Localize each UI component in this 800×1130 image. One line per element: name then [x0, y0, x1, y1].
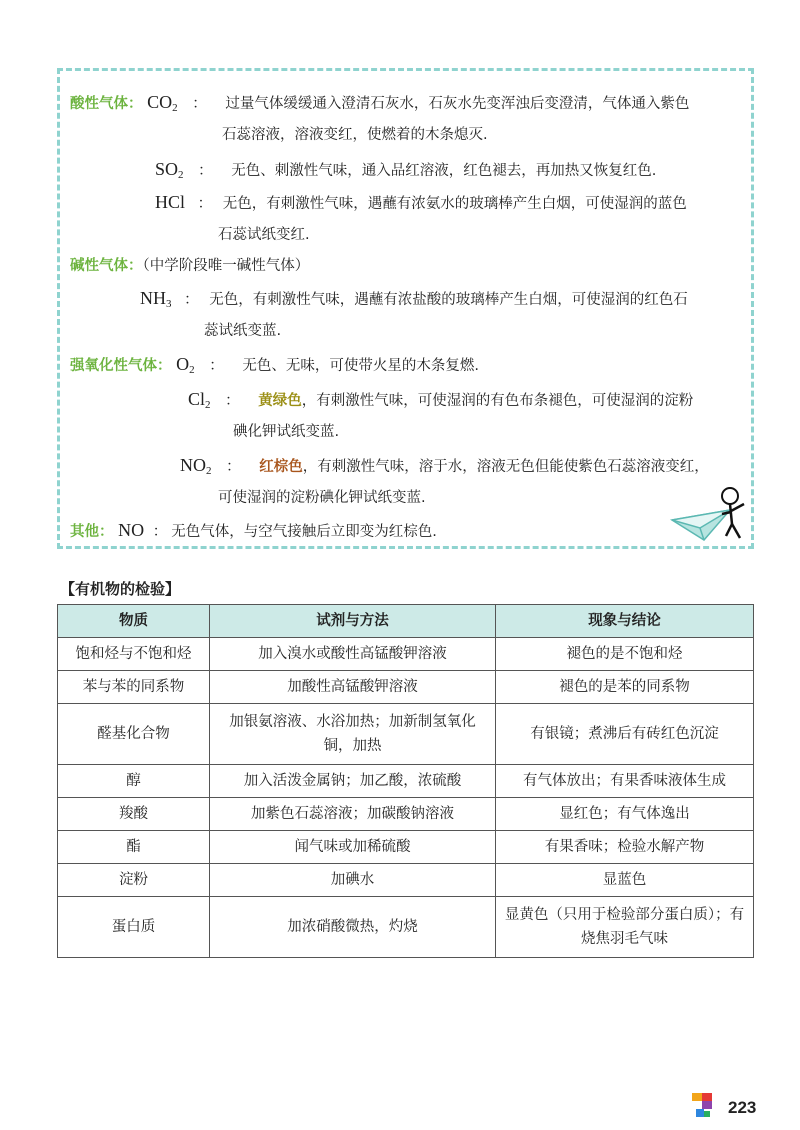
cell: 淀粉	[58, 864, 210, 897]
o2-formula: $O_2$	[176, 354, 195, 376]
cl2-desc-1: ，有刺激性气味，可使湿润的有色布条褪色，可使湿润的淀粉	[301, 393, 694, 409]
hcl-formula: HCl	[155, 192, 186, 212]
table-row	[58, 798, 754, 831]
nh3-formula: $NH_3$	[140, 288, 172, 310]
cell: 醇	[58, 765, 210, 798]
hcl-desc-2: 石蕊试纸变红.	[218, 227, 310, 243]
paper-plane-figure-illustration	[670, 484, 752, 548]
hcl-desc-1: 无色，有刺激性气味，遇蘸有浓氨水的玻璃棒产生白烟，可使湿润的蓝色	[222, 196, 687, 212]
cell: 加浓硝酸微热，灼烧	[210, 897, 496, 958]
base-gas-note: （中学阶段唯一碱性气体）	[142, 258, 310, 274]
header-result: 现象与结论	[496, 605, 754, 638]
base-gas-line	[70, 256, 309, 276]
o2-desc: 无色、无味，可使带火星的木条复燃.	[242, 358, 479, 374]
other-gas-label: 其他：	[70, 524, 114, 540]
cl2-color-word: 黄绿色	[258, 393, 302, 409]
so2-line	[155, 159, 656, 185]
hcl-line	[155, 192, 687, 214]
separator: ：	[225, 393, 240, 409]
nh3-desc-1: 无色，有刺激性气味，遇蘸有浓盐酸的玻璃棒产生白烟，可使湿润的红色石	[209, 292, 688, 308]
cl2-desc-2: 碘化钾试纸变蓝.	[233, 424, 340, 440]
cell: 酯	[58, 831, 210, 864]
separator: ：	[184, 292, 199, 308]
so2-formula: $SO_2$	[155, 159, 184, 181]
cell: 显红色；有气体逸出	[496, 798, 754, 831]
cell: 有果香味；检验水解产物	[496, 831, 754, 864]
cell: 褪色的是不饱和烃	[496, 638, 754, 671]
cell: 加入活泼金属钠；加乙酸，浓硫酸	[210, 765, 496, 798]
cl2-line	[188, 389, 693, 415]
nh3-line	[140, 288, 688, 314]
no2-line	[180, 455, 709, 481]
separator: ：	[198, 163, 213, 179]
co2-formula: $CO_2$	[147, 92, 178, 114]
table-row	[58, 897, 754, 958]
table-header-row	[58, 605, 754, 638]
cell: 有银镜；煮沸后有砖红色沉淀	[496, 704, 754, 765]
table-row	[58, 765, 754, 798]
header-substance: 物质	[58, 605, 210, 638]
separator: ：	[192, 96, 207, 112]
table-row	[58, 704, 754, 765]
organic-test-table	[57, 604, 754, 958]
cell: 饱和烃与不饱和烃	[58, 638, 210, 671]
nh3-desc-2: 蕊试纸变蓝.	[204, 323, 282, 339]
cell: 显黄色（只用于检验部分蛋白质）；有烧焦羽毛气味	[496, 897, 754, 958]
page-number: 223	[728, 1098, 757, 1117]
o2-line	[70, 354, 479, 380]
no-line	[70, 520, 437, 542]
cell: 加紫色石蕊溶液；加碳酸钠溶液	[210, 798, 496, 831]
cell: 闻气味或加稀硫酸	[210, 831, 496, 864]
cell: 褪色的是苯的同系物	[496, 671, 754, 704]
co2-desc-2: 石蕊溶液，溶液变红，使燃着的木条熄灭.	[222, 127, 488, 143]
acid-gas-label: 酸性气体：	[70, 96, 143, 112]
cell: 显蓝色	[496, 864, 754, 897]
co2-desc-1: 过量气体缓缓通入澄清石灰水，石灰水先变浑浊后变澄清，气体通入紫色	[225, 96, 690, 112]
table-row	[58, 638, 754, 671]
cell: 加酸性高锰酸钾溶液	[210, 671, 496, 704]
oxidizing-gas-label: 强氧化性气体：	[70, 358, 172, 374]
cell: 醛基化合物	[58, 704, 210, 765]
separator: ：	[226, 459, 241, 475]
table-row	[58, 864, 754, 897]
no2-color-word: 红棕色	[259, 459, 303, 475]
table-row	[58, 831, 754, 864]
separator: ：	[197, 196, 213, 212]
organic-section-title: 【有机物的检验】	[60, 580, 181, 598]
cell: 加碘水	[210, 864, 496, 897]
no-desc: 无色气体，与空气接触后立即变为红棕色.	[171, 524, 437, 540]
header-reagent: 试剂与方法	[210, 605, 496, 638]
page-logo-icon	[690, 1091, 716, 1121]
so2-desc: 无色、刺激性气味，通入品红溶液，红色褪去，再加热又恢复红色.	[231, 163, 657, 179]
cell: 加银氨溶液、水浴加热；加新制氢氧化铜，加热	[210, 704, 496, 765]
no2-desc-1: ，有刺激性气味，溶于水，溶液无色但能使紫色石蕊溶液变红，	[302, 459, 709, 475]
co2-line	[70, 92, 689, 118]
base-gas-label: 碱性气体：	[70, 258, 143, 274]
cell: 苯与苯的同系物	[58, 671, 210, 704]
cell: 蛋白质	[58, 897, 210, 958]
no-formula: NO	[118, 520, 145, 540]
cell: 加入溴水或酸性高锰酸钾溶液	[210, 638, 496, 671]
no2-desc-2: 可使湿润的淀粉碘化钾试纸变蓝.	[218, 490, 426, 506]
cl2-formula: $Cl_2$	[188, 389, 211, 411]
cell: 羧酸	[58, 798, 210, 831]
separator: ：	[209, 358, 224, 374]
no2-formula: $NO_2$	[180, 455, 212, 477]
table-row	[58, 671, 754, 704]
separator: ：	[152, 524, 168, 540]
cell: 有气体放出；有果香味液体生成	[496, 765, 754, 798]
